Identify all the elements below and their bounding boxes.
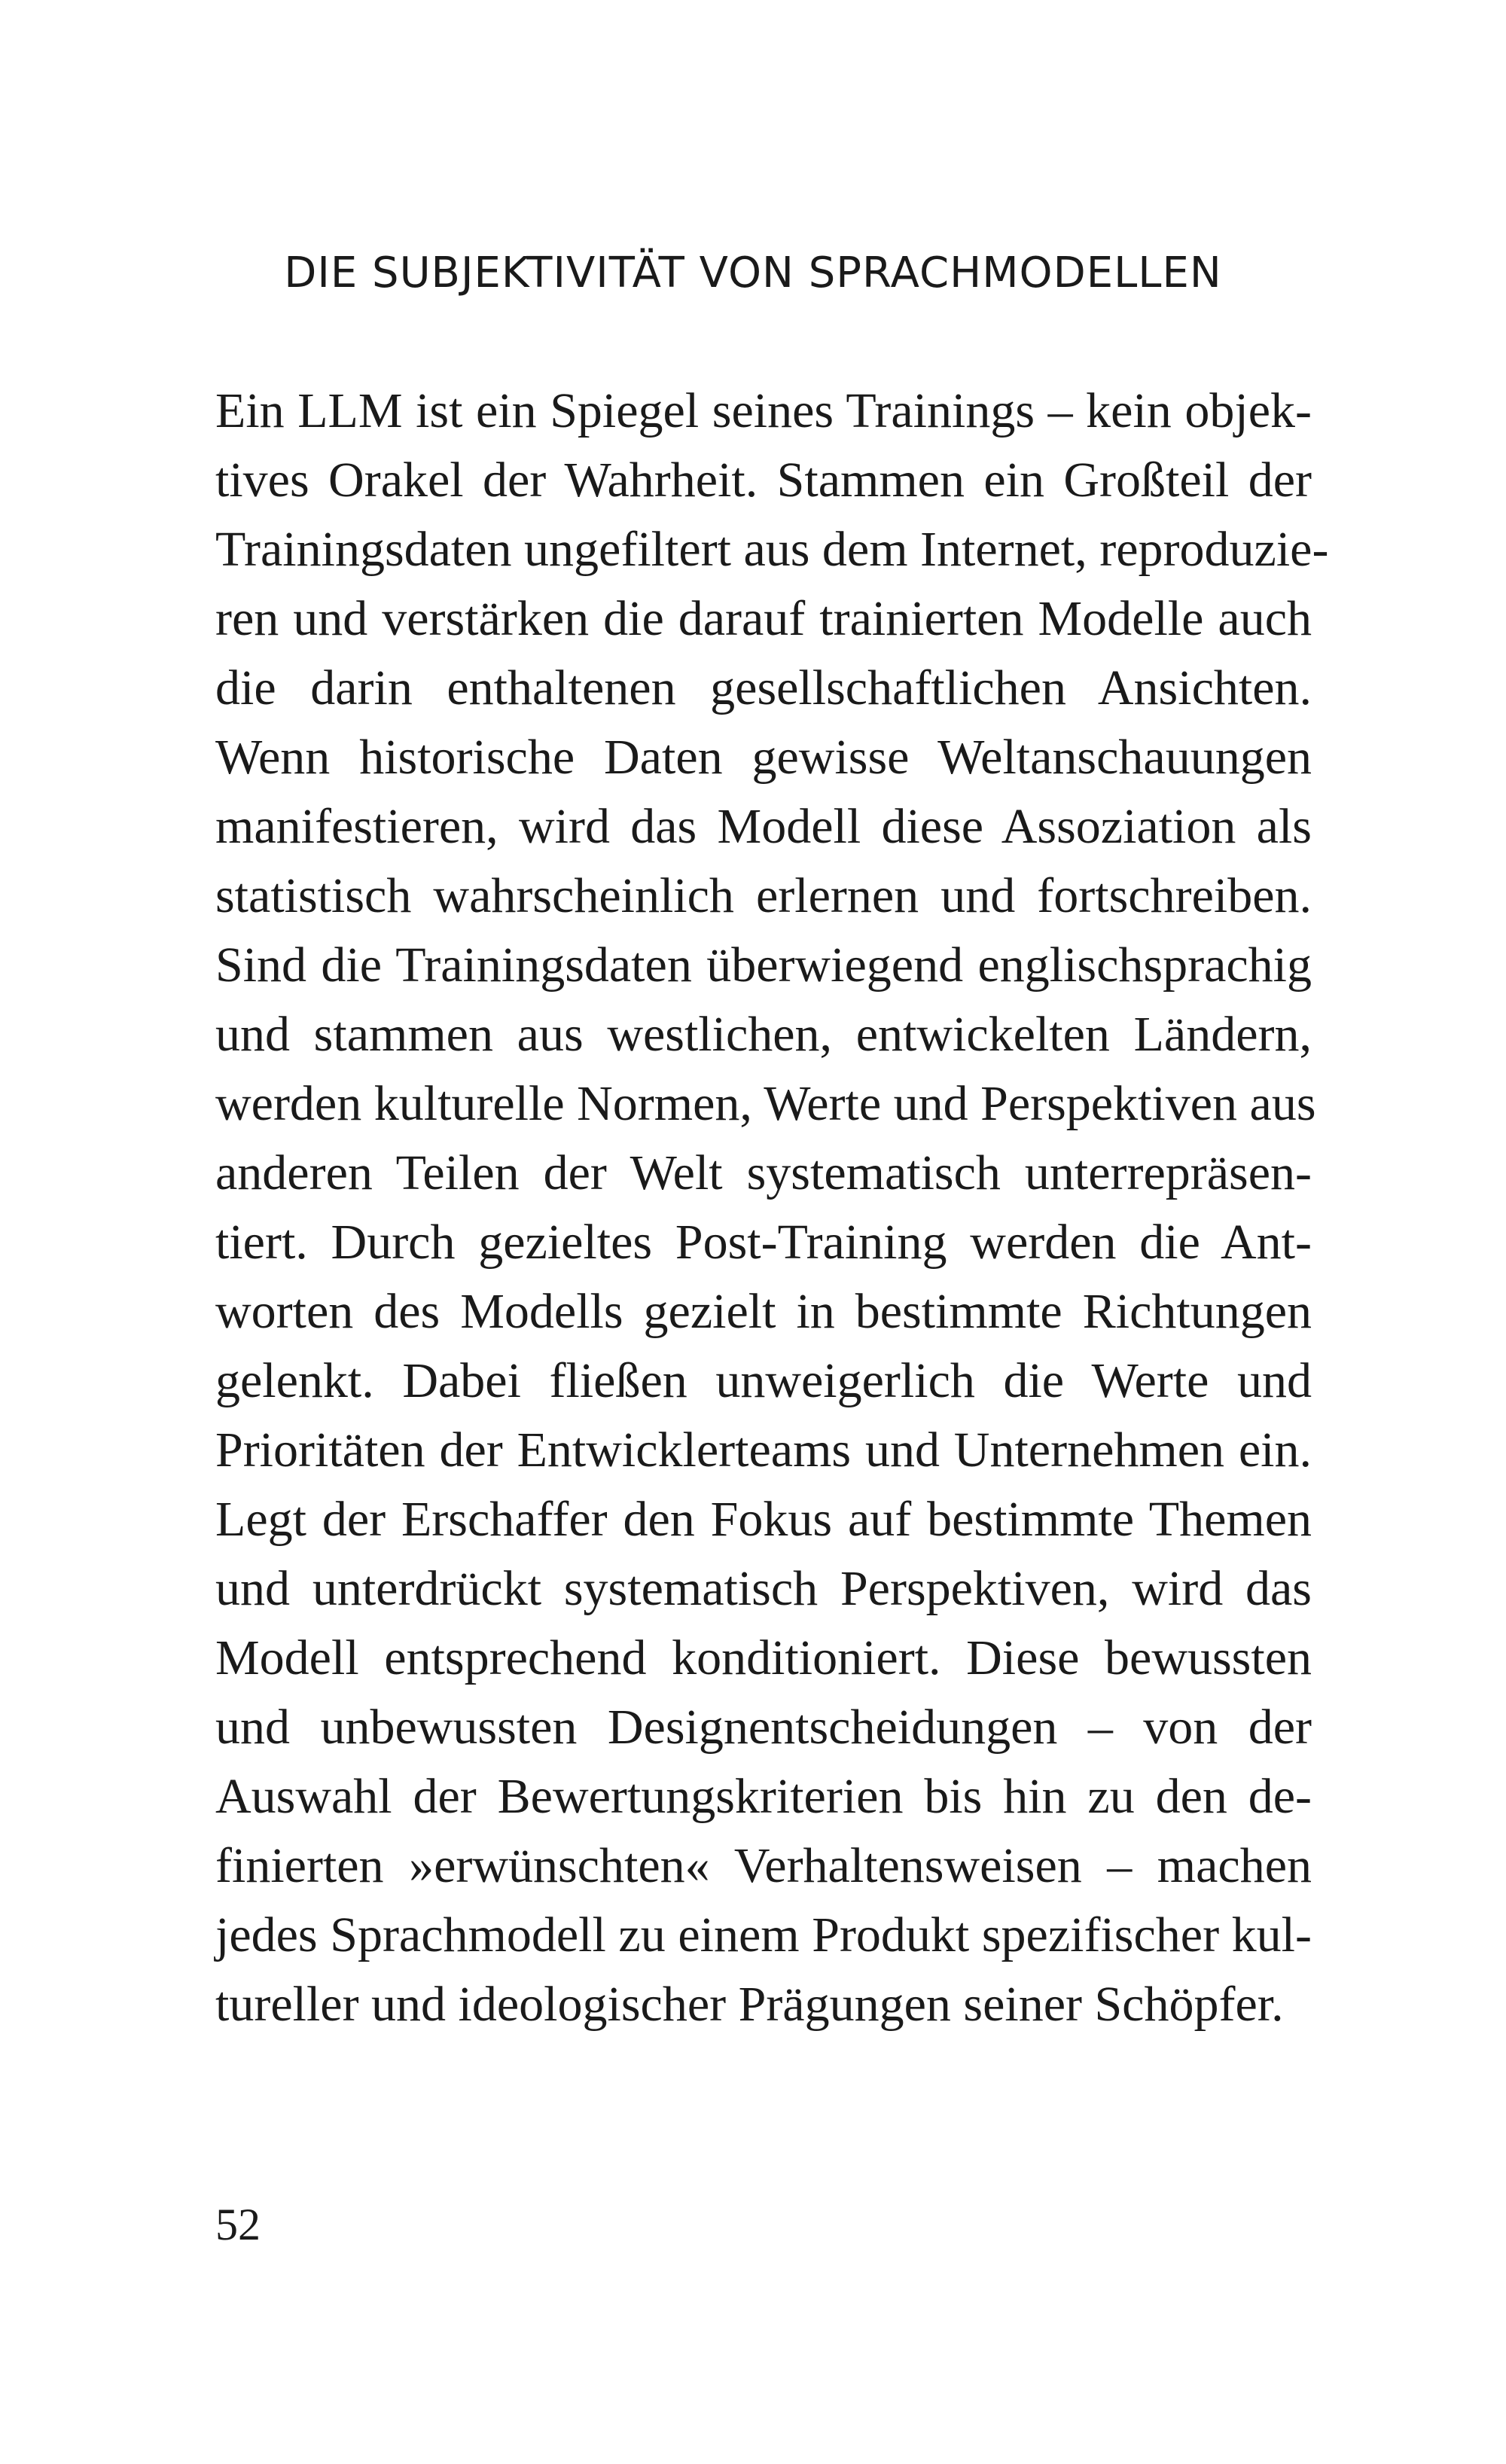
text-line: Auswahl der Bewertungskriterien bis hin zu den de- — [215, 1769, 1312, 1824]
text-line: statistisch wahrscheinlich erlernen und fortschreiben. — [215, 868, 1312, 923]
body-paragraph — [215, 377, 1329, 2039]
text-line: gelenkt. Dabei fließen unweigerlich die Werte und — [215, 1353, 1312, 1408]
text-line: und unterdrückt systematisch Perspektiven, wird das — [215, 1561, 1312, 1616]
text-line: Wenn historische Daten gewisse Weltanschauungen — [215, 730, 1312, 785]
text-line: die darin enthaltenen gesellschaftlichen Ansichten. — [215, 660, 1312, 715]
text-line: Sind die Trainingsdaten überwiegend englischsprachig — [215, 938, 1312, 993]
text-line: Modell entsprechend konditioniert. Diese bewussten — [215, 1630, 1312, 1685]
text-line: ren und verstärken die darauf trainierten Modelle auch — [215, 591, 1312, 646]
text-line: finierten »erwünschten« Verhaltensweisen – machen — [215, 1838, 1312, 1893]
text-line: manifestieren, wird das Modell diese Assoziation als — [215, 799, 1312, 854]
page-number: 52 — [215, 2200, 261, 2249]
text-line: tiert. Durch gezieltes Post-Training werden die Ant- — [215, 1215, 1312, 1270]
text-line: werden kulturelle Normen, Werte und Perspektiven aus — [215, 1076, 1316, 1131]
text-line: jedes Sprachmodell zu einem Produkt spezifischer kul- — [215, 1907, 1312, 1962]
text-line: und unbewussten Designentscheidungen – von der — [215, 1700, 1312, 1755]
running-head: DIE SUBJEKTIVITÄT VON SPRACHMODELLEN — [284, 249, 1222, 297]
text-line: Ein LLM ist ein Spiegel seines Trainings – kein objek- — [215, 383, 1312, 438]
text-line: worten des Modells gezielt in bestimmte Richtungen — [215, 1284, 1312, 1339]
text-line-last: tureller und ideologischer Prägungen seiner Schöpfer. — [215, 1977, 1284, 2032]
text-line: Legt der Erschaffer den Fokus auf bestimmte Themen — [215, 1492, 1312, 1547]
text-line: anderen Teilen der Welt systematisch unterrepräsen- — [215, 1145, 1312, 1200]
text-line: Trainingsdaten ungefiltert aus dem Internet, reproduzie- — [215, 522, 1329, 577]
text-line: Prioritäten der Entwicklerteams und Unternehmen ein. — [215, 1423, 1312, 1477]
text-line: tives Orakel der Wahrheit. Stammen ein Großteil der — [215, 453, 1312, 508]
text-line: und stammen aus westlichen, entwickelten Ländern, — [215, 1007, 1312, 1062]
